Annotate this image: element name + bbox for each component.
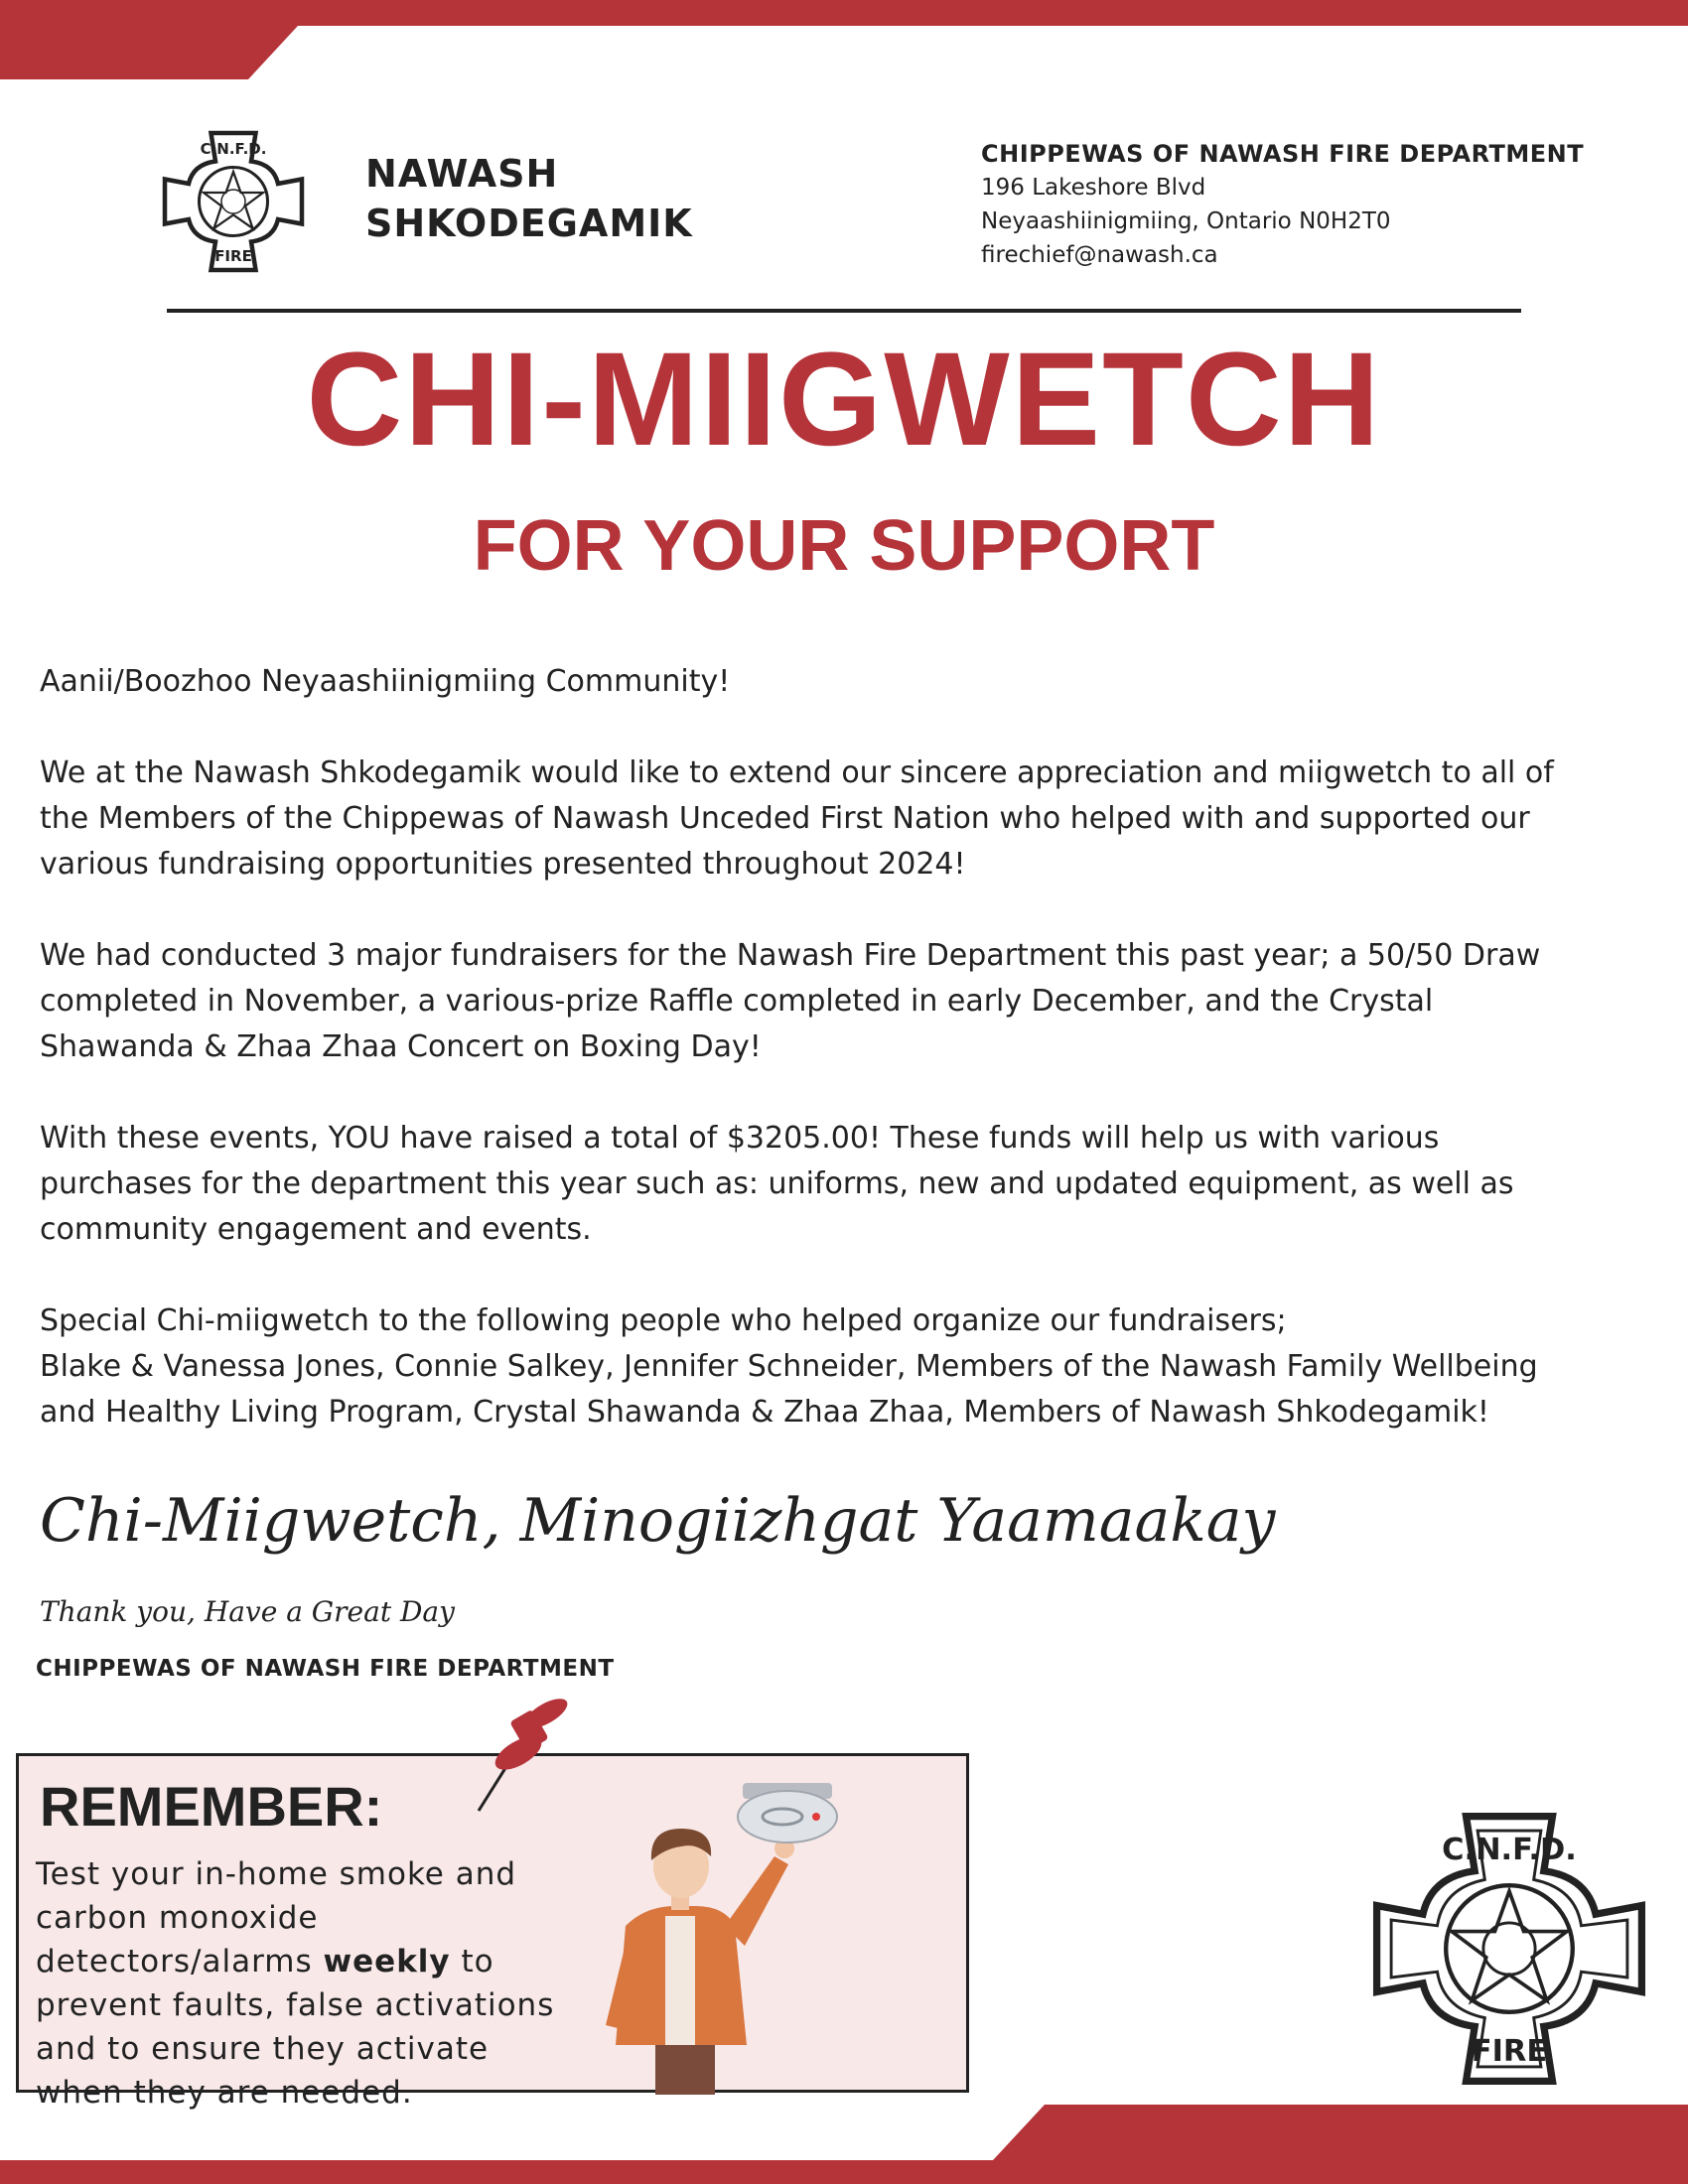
crest-top-text: C.N.F.D. bbox=[200, 140, 267, 158]
text-line: community engagement and events. bbox=[40, 1212, 592, 1247]
crest-bottom-text: FIRE bbox=[1471, 2034, 1548, 2070]
bottom-accent-band bbox=[0, 2105, 1688, 2184]
raised-arm bbox=[725, 1856, 788, 1946]
reminder-line: when they are needed. bbox=[36, 2075, 413, 2111]
contact-block bbox=[981, 137, 1584, 272]
fire-department-crest-large-icon bbox=[1365, 1805, 1653, 2093]
pants bbox=[655, 2043, 715, 2095]
page-subtitle: FOR YOUR SUPPORT bbox=[473, 506, 1215, 586]
text-line: various fundraising opportunities presented throughout 2024! bbox=[40, 847, 966, 882]
letter-body bbox=[40, 659, 1658, 1435]
text-line: the Members of the Chippewas of Nawash Unceded First Nation who helped with and supported our bbox=[40, 801, 1530, 836]
signoff-translation: Thank you, Have a Great Day bbox=[40, 1595, 455, 1628]
reminder-line-text: to bbox=[450, 1944, 494, 1979]
reminder-line: and to ensure they activate bbox=[36, 2031, 490, 2067]
paragraph-fundraisers bbox=[40, 933, 1658, 1070]
contact-city: Neyaashiinigmiing, Ontario N0H2T0 bbox=[981, 208, 1391, 234]
top-accent-band bbox=[0, 0, 1688, 79]
reminder-line bbox=[36, 1940, 592, 1983]
contact-department: CHIPPEWAS OF NAWASH FIRE DEPARTMENT bbox=[981, 140, 1585, 168]
organization-name bbox=[365, 149, 693, 248]
fire-department-crest-icon bbox=[159, 127, 308, 276]
paragraph-special-thanks bbox=[40, 1298, 1658, 1435]
text-line: Blake & Vanessa Jones, Connie Salkey, Jennifer Schneider, Members of the Nawash Family Wellbeing bbox=[40, 1349, 1538, 1384]
reminder-line: Test your in-home smoke and bbox=[36, 1856, 517, 1892]
text-line: and Healthy Living Program, Crystal Shawanda & Zhaa Zhaa, Members of Nawash Shkodegamik! bbox=[40, 1395, 1489, 1430]
text-line: We at the Nawash Shkodegamik would like to extend our sincere appreciation and miigwetch to all of bbox=[40, 755, 1554, 790]
reminder-line: prevent faults, false activations bbox=[36, 1987, 555, 2023]
smoke-detector-icon bbox=[733, 1777, 842, 1856]
page-title: CHI-MIIGWETCH bbox=[306, 326, 1382, 474]
text-line: Shawanda & Zhaa Zhaa Concert on Boxing Day! bbox=[40, 1029, 762, 1064]
detector-body bbox=[738, 1791, 837, 1843]
contact-street: 196 Lakeshore Blvd bbox=[981, 175, 1206, 201]
crest-inner-ring bbox=[200, 168, 268, 236]
crest-top-text: C.N.F.D. bbox=[1442, 1833, 1577, 1868]
paragraph-appreciation bbox=[40, 751, 1658, 887]
reminder-title: REMEMBER: bbox=[40, 1775, 383, 1838]
org-name-line1: NAWASH bbox=[365, 152, 559, 196]
text-line: purchases for the department this year such as: uniforms, new and updated equipment, as well as bbox=[40, 1166, 1514, 1201]
greeting: Aanii/Boozhoo Neyaashiinigmiing Community! bbox=[40, 664, 731, 699]
reminder-line: carbon monoxide bbox=[36, 1900, 319, 1936]
top-band-shape bbox=[0, 0, 1688, 79]
crest-inner-ring bbox=[1446, 1885, 1573, 2012]
signoff-script: Chi-Miigwetch, Minogiizhgat Yaamaakay bbox=[40, 1486, 1276, 1556]
header-divider bbox=[167, 309, 1521, 313]
text-line: We had conducted 3 major fundraisers for the Nawash Fire Department this past year; a 50/50 Draw bbox=[40, 938, 1541, 973]
org-name-line2: SHKODEGAMIK bbox=[365, 202, 693, 245]
text-line: completed in November, a various-prize Raffle completed in early December, and the Crystal bbox=[40, 984, 1434, 1019]
text-line: Special Chi-miigwetch to the following people who helped organize our fundraisers; bbox=[40, 1303, 1287, 1338]
signoff-organization: CHIPPEWAS OF NAWASH FIRE DEPARTMENT bbox=[36, 1656, 615, 1682]
detector-indicator-light bbox=[812, 1813, 820, 1821]
contact-email: firechief@nawash.ca bbox=[981, 242, 1218, 268]
push-pin-icon bbox=[457, 1688, 576, 1817]
crest-bottom-text: FIRE bbox=[214, 247, 252, 265]
paragraph-total-raised bbox=[40, 1116, 1658, 1253]
reminder-text bbox=[36, 1852, 592, 2115]
reminder-line-text: detectors/alarms bbox=[36, 1944, 324, 1979]
bottom-band-shape bbox=[0, 2105, 1688, 2184]
reminder-emphasis: weekly bbox=[323, 1944, 451, 1979]
text-line: With these events, YOU have raised a total of $3205.00! These funds will help us with various bbox=[40, 1121, 1440, 1156]
shirt bbox=[665, 1916, 695, 2045]
